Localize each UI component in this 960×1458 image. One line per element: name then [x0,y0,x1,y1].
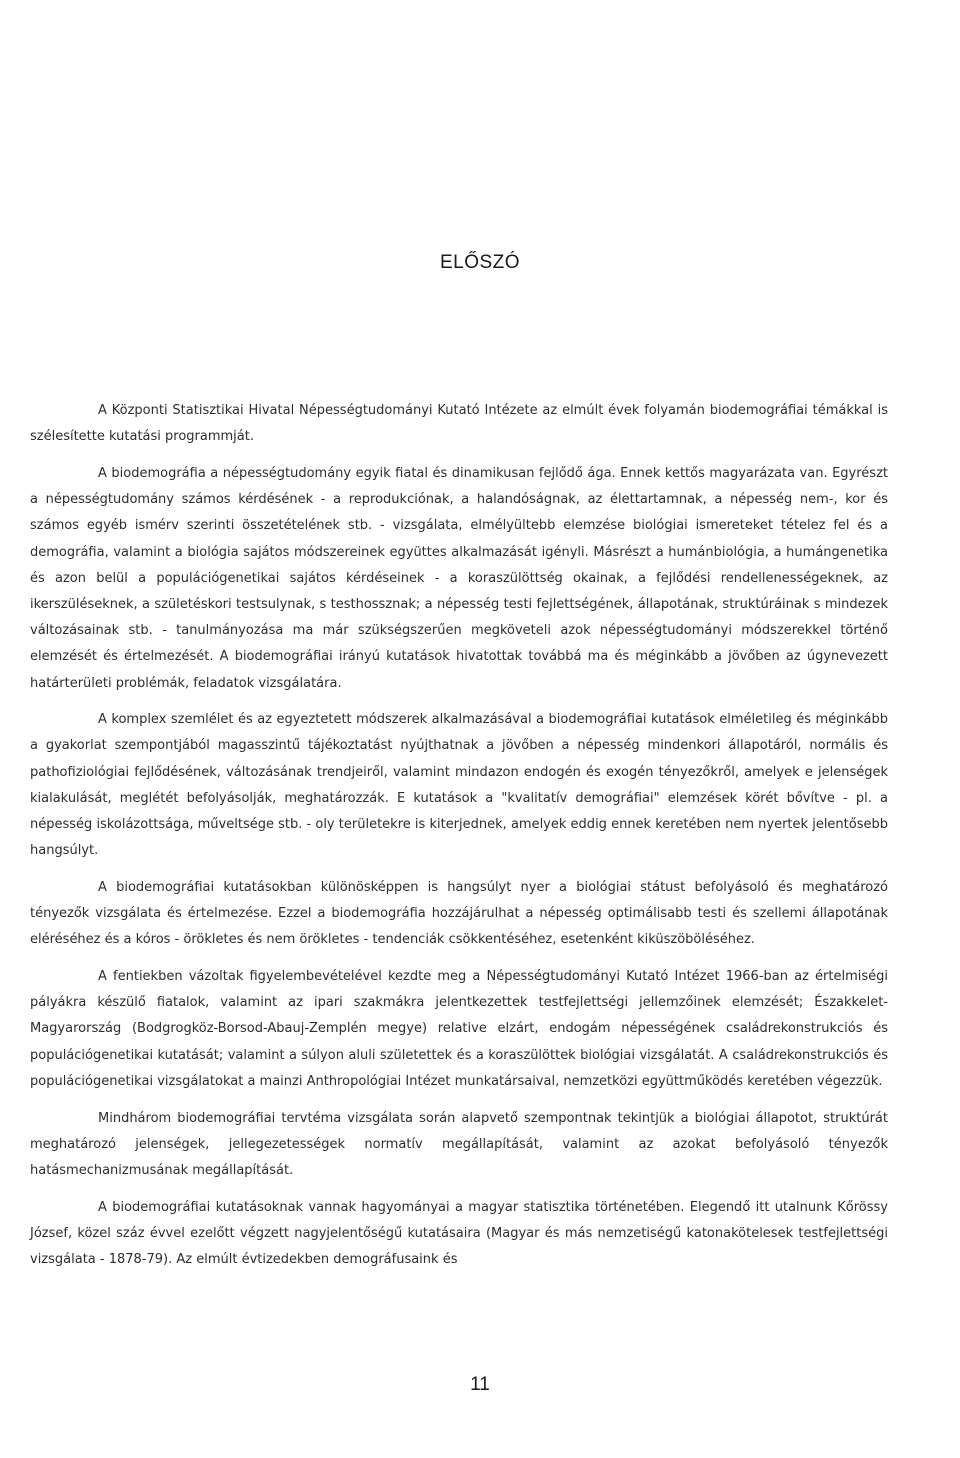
body-text [30,398,888,1284]
page-title: ELŐSZÓ [439,252,521,273]
paragraph-7: A biodemográfiai kutatásoknak vannak hagyományai a magyar statisztika történetében. Elegendő itt utalnunk Kőrössy József, közel száz évvel ezelőtt végzett nagyjelentőségű kutatásaira (Magyar és más nemzetiségű katonakötelesek testfejlettségi vizsgálata - 1878-79). Az elmúlt évtizedekben demográfusaink és [30,1199,888,1268]
paragraph-3: A komplex szemlélet és az egyeztetett módszerek alkalmazásával a biodemográfiai kutatások elméletileg és méginkább a gyakorlat szempontjából magasszintű tájékoztatást nyújthatnak a jövőben a népesség mindenkori állapotáról, normális és pathofiziológiai fejlődésének, változásának trendjeiről, valamint mindazon endogén és exogén tényezőkről, amelyek e jelenségek kialakulását, meglétét befolyásolják, meghatározzák. E kutatások a "kvalitatív demográfiai" elemzések körét bővítve - pl. a népesség iskolázottsága, műveltsége stb. - oly területekre is kiterjednek, amelyek eddig ennek keretében nem nyertek jelentősebb hangsúlyt. [30,712,888,859]
paragraph-4: A biodemográfiai kutatásokban különösképpen is hangsúlyt nyer a biológiai státust befolyásoló és meghatározó tényezők vizsgálata és értelmezése. Ezzel a biodemográfia hozzájárulhat a népesség optimálisabb testi és szellemi állapotának eléréséhez és a kóros - örökletes és nem örökletes - tendenciák csökkentéséhez, esetenként kiküszöböléséhez. [30,879,888,948]
paragraph-5: A fentiekben vázoltak figyelembevételével kezdte meg a Népességtudományi Kutató Intézet 1966-ban az értelmiségi pályákra készülő fiatalok, valamint az ipari szakmákra jelentkezettek testfejlettségi jellemzőinek elemzését; Északkelet-Magyarország (Bodgrogköz-Borsod-Abauj-Zemplén megye) relative elzárt, endogám népességének családrekonstrukciós és populációgenetikai kutatását; valamint a súlyon aluli születettek és a koraszülöttek biológiai vizsgálatát. A családrekonstrukciós és populációgenetikai vizsgálatokat a mainzi Anthropológiai Intézet munkatársaival, nemzetközi együttműködés keretében végezzük. [30,969,888,1089]
paragraph-6: Mindhárom biodemográfiai tervtéma vizsgálata során alapvető szempontnak tekintjük a biológiai állapotot, struktúrát meghatározó jelenségek, jellegezetességek normatív megállapítását, valamint az azokat befolyásoló tényezők hatásmechanizmusának megállapítását. [30,1110,888,1178]
page-number: 11 [470,1374,490,1395]
paragraph-1: A Központi Statisztikai Hivatal Népességtudományi Kutató Intézete az elmúlt évek folyamán biodemográfiai témákkal is szélesítette kutatási programmját. [30,403,888,445]
paragraph-2: A biodemográfia a népességtudomány egyik fiatal és dinamikusan fejlődő ága. Ennek kettős magyarázata van. Egyrészt a népességtudomány számos kérdésének - a reprodukciónak, a halandóságnak, az élettartamnak, a népesség nem-, kor és számos egyéb ismérv szerinti összetételének stb. - vizsgálata, elmélyültebb elemzése biológiai ismereteket tételez fel és a demográfia, valamint a biológia sajátos módszereinek együttes alkalmazását igényli. Másrészt a humánbiológia, a humángenetika és azon belül a populációgenetikai sajátos kérdéseinek - a koraszülöttség okainak, a fejlődési rendellenességeknek, az ikerszüléseknek, a születéskori testsulynak, s testhossznak; a népesség testi fejlettségének, állapotának, struktúráinak s mindezek változásainak stb. - tanulmányozása ma már szükségszerűen megköveteli azok népességtudományi módszerekkel történő elemzését és értelmezését. A biodemográfiai irányú kutatások hivatottak továbbá ma és méginkább a jövőben az úgynevezett határterületi problémák, feladatok vizsgálatára. [30,465,888,691]
